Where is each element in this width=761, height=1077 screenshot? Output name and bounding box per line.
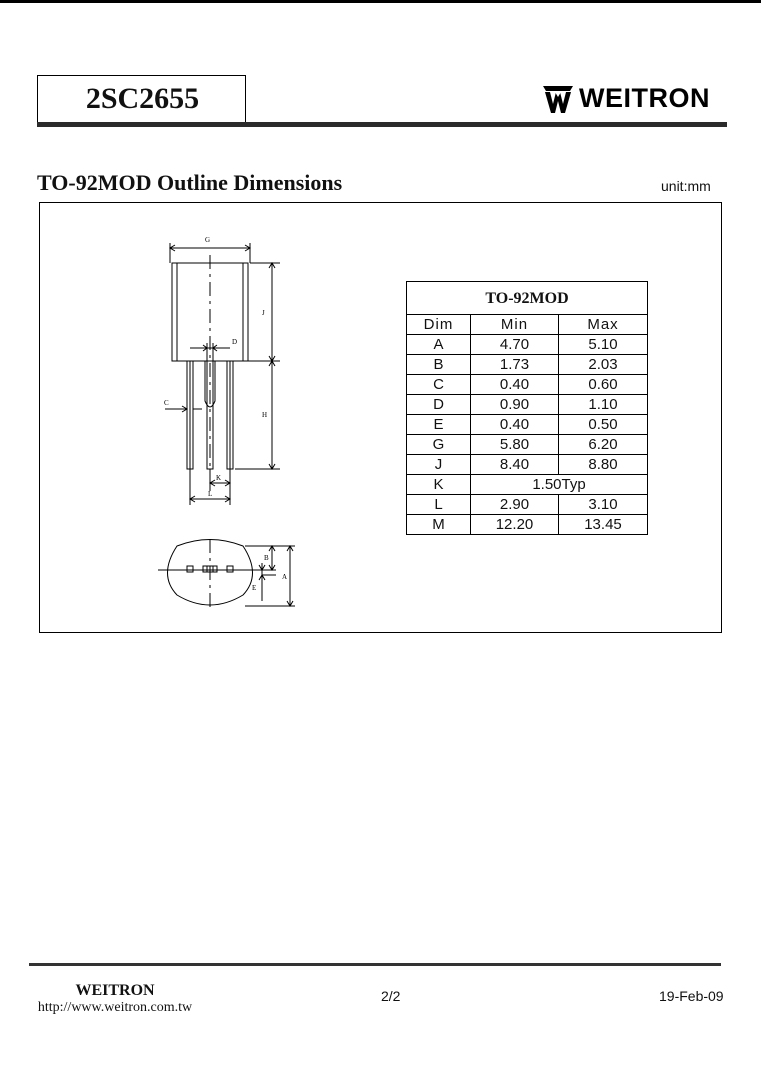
cell-max: 5.10 [559, 335, 648, 355]
dimension-table [406, 281, 648, 535]
dim-label-g: G [205, 236, 211, 244]
cell-dim: E [407, 415, 471, 435]
table-row [407, 435, 648, 455]
dim-label-l: L [208, 490, 213, 498]
table-row [407, 475, 648, 495]
cell-dim: G [407, 435, 471, 455]
dim-label-c: C [164, 399, 169, 407]
cell-min: 5.80 [471, 435, 559, 455]
cell-max: 0.60 [559, 375, 648, 395]
cell-max: 6.20 [559, 435, 648, 455]
cell-min: 0.40 [471, 375, 559, 395]
table-header-row [407, 315, 648, 335]
footer-brand: WEITRON [75, 982, 155, 999]
cell-dim: A [407, 335, 471, 355]
cell-max: 3.10 [559, 495, 648, 515]
dim-label-k: K [216, 474, 222, 482]
cell-max: 1.10 [559, 395, 648, 415]
cell-dim: K [407, 475, 471, 495]
dim-label-a: A [282, 573, 288, 581]
cell-dim: C [407, 375, 471, 395]
cell-dim: D [407, 395, 471, 415]
footer-url[interactable]: http://www.weitron.com.tw [37, 1000, 193, 1015]
brand-logo [541, 81, 731, 117]
table-row [407, 455, 648, 475]
unit-label: unit:mm [661, 178, 711, 194]
dim-label-e: E [252, 584, 257, 592]
column-header-min: Min [471, 315, 559, 335]
table-row [407, 515, 648, 535]
cell-min: 4.70 [471, 335, 559, 355]
table-row [407, 375, 648, 395]
cell-dim: B [407, 355, 471, 375]
cell-min: 0.90 [471, 395, 559, 415]
footer-rule [29, 963, 721, 966]
cell-min: 12.20 [471, 515, 559, 535]
dim-label-h: H [262, 411, 268, 419]
cell-max: 0.50 [559, 415, 648, 435]
table-row [407, 335, 648, 355]
top-rule [0, 0, 761, 3]
table-title: TO-92MOD [407, 282, 648, 315]
table-row [407, 415, 648, 435]
column-header-max: Max [559, 315, 648, 335]
section-title: TO-92MOD Outline Dimensions [37, 170, 343, 195]
table-row [407, 495, 648, 515]
table-row [407, 395, 648, 415]
part-number-box [37, 75, 246, 123]
weitron-logo-icon [541, 83, 575, 115]
dim-label-j: J [262, 309, 265, 317]
brand-name: WEITRON [579, 83, 710, 113]
cell-dim: L [407, 495, 471, 515]
cell-min: 0.40 [471, 415, 559, 435]
header-rule [37, 122, 727, 127]
page-number: 2/2 [381, 988, 401, 1004]
footer-date: 19-Feb-09 [659, 988, 724, 1004]
cell-max: 2.03 [559, 355, 648, 375]
cell-max: 13.45 [559, 515, 648, 535]
cell-dim: J [407, 455, 471, 475]
cell-min: 8.40 [471, 455, 559, 475]
cell-dim: M [407, 515, 471, 535]
outline-drawing [40, 203, 370, 623]
column-header-dim: Dim [407, 315, 471, 335]
cell-min: 2.90 [471, 495, 559, 515]
cell-min: 1.73 [471, 355, 559, 375]
dim-label-b: B [264, 554, 269, 562]
part-number: 2SC2655 [85, 82, 200, 115]
cell-max: 8.80 [559, 455, 648, 475]
dim-label-d: D [232, 338, 238, 346]
cell-typ: 1.50Typ [471, 475, 648, 495]
table-row [407, 355, 648, 375]
